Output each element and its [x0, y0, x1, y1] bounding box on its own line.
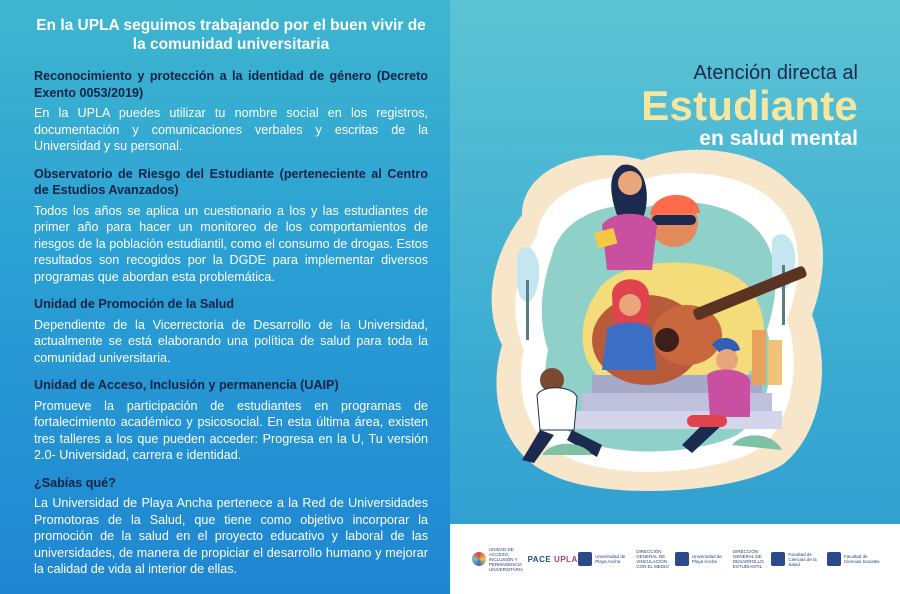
pace-upla-logo: [528, 555, 578, 564]
section-title: Reconocimiento y protección a la identidad de género (Decreto Exento 0053/2019): [34, 69, 428, 100]
facultad-salud-logo: [771, 552, 826, 567]
section-body: En la UPLA puedes utilizar tu nombre social en los registros, documentación y comunicaciones verbales y escritas de la Universidad y su personal.: [34, 106, 428, 153]
section-uaip: [34, 377, 428, 464]
upla-text: UPLA: [553, 554, 578, 564]
section-sabias-que: [34, 475, 428, 578]
students-illustration: [482, 145, 842, 500]
section-body: Dependiente de la Vicerrectoría de Desarrollo de la Universidad, actualmente se está elaborando una política de salud para toda la comunidad universitaria.: [34, 317, 428, 365]
section-title: Unidad de Promoción de la Salud: [34, 297, 235, 311]
cover-panel: [450, 0, 900, 594]
logo-bar: [450, 524, 900, 594]
section-title: ¿Sabías qué?: [34, 475, 116, 490]
section-observatorio: [34, 166, 428, 286]
faculty-crest-icon: [827, 552, 841, 566]
uaip-logo-text: UNIDAD DE ACCESO, INCLUSIÓN Y PERMANENCIA UNIVERSITARIA: [489, 546, 524, 572]
cover-title: [641, 62, 858, 150]
upla-crest-icon: [675, 552, 689, 566]
upla-dgde-logo: [675, 549, 771, 569]
section-identidad-genero: [34, 68, 428, 155]
panel-heading: En la UPLA seguimos trabajando por el buen vivir de la comunidad universitaria: [36, 17, 426, 53]
section-body: La Universidad de Playa Ancha pertenece a la Red de Universidades Promotoras de la Salud, que tiene como objetivo incorporar la promoción de la salud en el proyecto educativo y laboral de las universidades, de manera de propiciar el desarrollo humano y mejorar la calidad de vida al interior de ellas.: [34, 496, 428, 576]
section-promocion-salud: [34, 296, 428, 366]
upla-vinculacion-logo: [578, 549, 674, 569]
title-line-2: Estudiante: [641, 82, 858, 129]
upla-crest-icon: [578, 552, 592, 566]
dgde-text: DIRECCIÓN GENERAL DE DESARROLLO ESTUDIANTIL: [732, 549, 764, 569]
faculty-crest-icon: [771, 552, 785, 566]
title-line-3: en salud mental: [699, 127, 858, 150]
section-body: Todos los años se aplica un cuestionario a los y las estudiantes de primer año para hacer un monitoreo de los comportamientos de riesgos de la población estudiantil, como el consumo de drogas. Estos resultados son recogidos por la DGDE para implementar diversos programas que abordan esta problemática.: [34, 203, 428, 284]
section-title: Observatorio de Riesgo del Estudiante (perteneciente al Centro de Estudios Avanzados): [34, 166, 428, 197]
uaip-logo: [472, 547, 527, 572]
uaip-logo-mark: [472, 552, 486, 566]
vinculacion-text: DIRECCIÓN GENERAL DE VINCULACIÓN CON EL MEDIO: [636, 549, 669, 569]
facultad-sociales-logo: [827, 552, 882, 566]
facultad-salud-text: Facultad de Ciencias de la Salud: [788, 551, 817, 567]
title-line-1: Atención directa al: [693, 62, 858, 84]
facultad-sociales-text: Facultad de Ciencias Sociales: [843, 554, 880, 564]
upla-name: Universidad de Playa Ancha: [595, 554, 626, 564]
section-title: Unidad de Acceso, Inclusión y permanencia (UAIP): [34, 378, 339, 392]
upla-name: Universidad de Playa Ancha: [691, 554, 722, 564]
pace-text: PACE: [527, 554, 552, 564]
section-body: Promueve la participación de estudiantes en programas de fortalecimiento académico y psicosocial. En esta última área, existen tres talleres a los que pueden acceder: Progresa en la U, Tu versión 2.0- Universidad, carrera e identidad.: [34, 398, 428, 462]
